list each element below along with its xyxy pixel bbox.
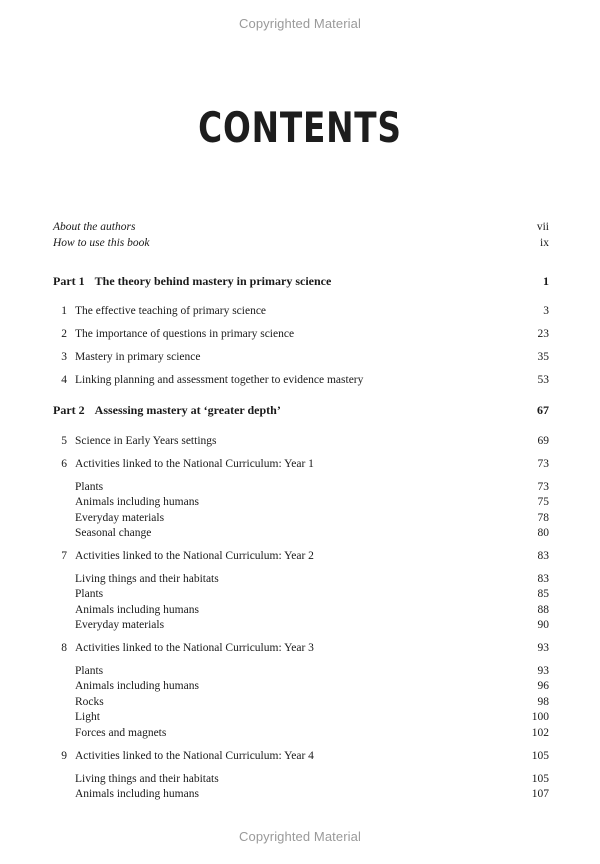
- toc-page-number: 105: [531, 773, 549, 785]
- toc-part-title: The theory behind mastery in primary science: [94, 274, 332, 288]
- toc-chapter-4[interactable]: [53, 372, 549, 388]
- toc-section-title: Plants: [75, 588, 104, 600]
- toc-section[interactable]: [53, 678, 549, 694]
- toc-section[interactable]: [53, 571, 549, 587]
- toc-chapter-title: Linking planning and assessment together to evidence mastery: [75, 374, 364, 386]
- toc-page-number: 67: [537, 403, 549, 417]
- toc-page-number: 35: [537, 351, 549, 363]
- toc-page-number: 3: [543, 305, 549, 317]
- toc-chapter-8[interactable]: [53, 640, 549, 656]
- toc-page-number: ix: [540, 237, 549, 249]
- toc-page-number: 102: [531, 727, 549, 739]
- copyright-watermark-bottom: Copyrighted Material: [239, 829, 361, 844]
- toc-part-heading: [53, 402, 281, 418]
- toc-chapter-number: 5: [61, 435, 67, 447]
- toc-section-title: Living things and their habitats: [75, 573, 219, 585]
- toc-chapter-title: Activities linked to the National Curriculum: Year 2: [75, 550, 314, 562]
- toc-chapter-number: 3: [61, 351, 67, 363]
- toc-page-number: 88: [537, 604, 549, 616]
- copyright-watermark-top: Copyrighted Material: [239, 16, 361, 31]
- toc-page-number: 23: [537, 328, 549, 340]
- toc-section-title: Seasonal change: [75, 527, 152, 539]
- toc-section[interactable]: [53, 525, 549, 541]
- toc-page-number: 107: [531, 788, 549, 800]
- toc-section[interactable]: [53, 663, 549, 679]
- toc-section-title: Everyday materials: [75, 512, 165, 524]
- toc-section[interactable]: [53, 617, 549, 633]
- toc-section-title: Plants: [75, 481, 104, 493]
- toc-page-number: 83: [537, 573, 549, 585]
- toc-section-title: Plants: [75, 665, 104, 677]
- toc-page-number: 98: [537, 696, 549, 708]
- toc-section[interactable]: [53, 510, 549, 526]
- toc-section[interactable]: [53, 786, 549, 802]
- toc-page-number: 75: [537, 496, 549, 508]
- toc-page-number: 73: [537, 481, 549, 493]
- toc-page-number: 1: [543, 274, 549, 288]
- toc-page-number: 73: [537, 458, 549, 470]
- toc-page-number: 83: [537, 550, 549, 562]
- toc-page-number: 93: [537, 665, 549, 677]
- toc-page-number: 69: [537, 435, 549, 447]
- toc-entry-label: About the authors: [53, 221, 136, 233]
- toc-chapter-number: 1: [61, 305, 67, 317]
- toc-section-title: Animals including humans: [75, 496, 199, 508]
- toc-section[interactable]: [53, 725, 549, 741]
- toc-section[interactable]: [53, 694, 549, 710]
- toc-chapter-3[interactable]: [53, 349, 549, 365]
- toc-chapter-6[interactable]: [53, 456, 549, 472]
- toc-chapter-title: Activities linked to the National Curriculum: Year 3: [75, 642, 314, 654]
- toc-section[interactable]: [53, 479, 549, 495]
- toc-section[interactable]: [53, 586, 549, 602]
- toc-section-title: Living things and their habitats: [75, 773, 219, 785]
- toc-front-about-authors[interactable]: [53, 219, 549, 235]
- toc-section-title: Animals including humans: [75, 604, 199, 616]
- toc-chapter-title: Science in Early Years settings: [75, 435, 217, 447]
- toc-page-number: 93: [537, 642, 549, 654]
- toc-entry-label: How to use this book: [53, 237, 150, 249]
- toc-page-number: 53: [537, 374, 549, 386]
- toc-chapter-number: 4: [61, 374, 67, 386]
- toc-page-number: vii: [536, 221, 549, 233]
- toc-chapter-2[interactable]: [53, 326, 549, 342]
- toc-section[interactable]: [53, 771, 549, 787]
- toc-part-heading: [53, 273, 331, 289]
- toc-chapter-number: 8: [61, 642, 67, 654]
- toc-chapter-1[interactable]: [53, 303, 549, 319]
- toc-page-number: 80: [537, 527, 549, 539]
- toc-page-number: 78: [537, 512, 549, 524]
- toc-page-number: 100: [531, 711, 549, 723]
- toc-chapter-title: Mastery in primary science: [75, 351, 201, 363]
- toc-front-how-to-use[interactable]: [53, 235, 549, 251]
- toc-section-title: Everyday materials: [75, 619, 165, 631]
- toc-part-title: Assessing mastery at ‘greater depth’: [94, 403, 281, 417]
- page-title: CONTENTS: [198, 103, 402, 152]
- toc-chapter-5[interactable]: [53, 433, 549, 449]
- toc-page-number: 85: [537, 588, 549, 600]
- toc-section-title: Light: [75, 711, 100, 723]
- toc-section[interactable]: [53, 602, 549, 618]
- toc-part-number: Part 2: [53, 403, 85, 417]
- toc-chapter-title: The importance of questions in primary science: [75, 328, 295, 340]
- toc-chapter-number: 2: [61, 328, 67, 340]
- toc-chapter-title: Activities linked to the National Curriculum: Year 1: [75, 458, 314, 470]
- toc-section-title: Animals including humans: [75, 788, 199, 800]
- toc-chapter-9[interactable]: [53, 748, 549, 764]
- toc-page-number: 90: [537, 619, 549, 631]
- toc-chapter-7[interactable]: [53, 548, 549, 564]
- toc-chapter-title: Activities linked to the National Curriculum: Year 4: [75, 750, 314, 762]
- toc-section-title: Animals including humans: [75, 680, 199, 692]
- toc-chapter-number: 7: [61, 550, 67, 562]
- toc-part-1[interactable]: [53, 273, 549, 289]
- toc-section[interactable]: [53, 709, 549, 725]
- toc-chapter-number: 9: [61, 750, 67, 762]
- toc-section-title: Rocks: [75, 696, 104, 708]
- toc-part-number: Part 1: [53, 274, 85, 288]
- toc-section[interactable]: [53, 494, 549, 510]
- toc-part-2[interactable]: [53, 402, 549, 418]
- toc-section-title: Forces and magnets: [75, 727, 167, 739]
- toc-page-number: 96: [537, 680, 549, 692]
- toc-page-number: 105: [531, 750, 549, 762]
- toc-chapter-title: The effective teaching of primary science: [75, 305, 267, 317]
- toc-chapter-number: 6: [61, 458, 67, 470]
